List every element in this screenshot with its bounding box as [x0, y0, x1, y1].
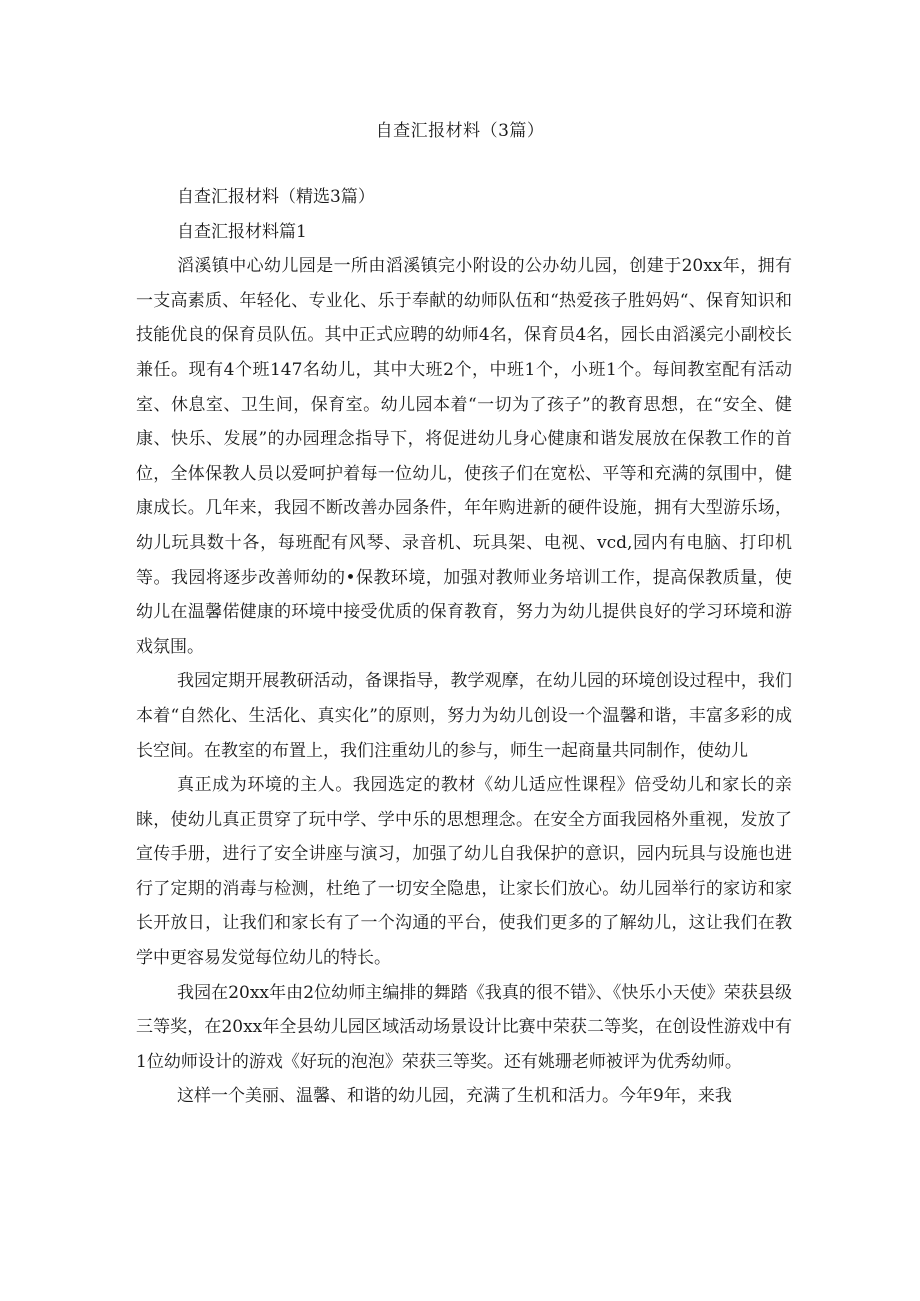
document-title: 自查汇报材料（3篇）: [375, 121, 545, 141]
section-heading: 自查汇报材料篇1: [177, 221, 307, 242]
body-paragraph-2: 我园定期开展教研活动，备课指导，教学观摩，在幼儿园的环境创设过程中，我们本着“自然化、生活化、真实化”的原则，努力为幼儿创设一个温馨和谐，丰富多彩的成长空间。在教室的布置上，我们注重幼儿的参与，师生一起商量共同制作，使幼儿: [136, 671, 792, 761]
document-subtitle: 自查汇报材料（精选3篇）: [177, 187, 375, 207]
body-paragraph-5: 这样一个美丽、温馨、和谐的幼儿园，充满了生机和活力。今年9年，来我: [177, 1086, 732, 1107]
body-paragraph-4: 我园在20xx年由2位幼师主编排的舞踏《我真的很不错》、《快乐小天使》荣获县级三等奖，在20xx年全县幼儿园区域活动场景设计比赛中荣获二等奖，在创设性游戏中有1位幼师设计的游戏《好玩的泡泡》荣获三等奖。还有姚珊老师被评为优秀幼师。: [136, 982, 792, 1072]
document-body: [136, 180, 792, 1114]
body-paragraph-1: 滔溪镇中心幼儿园是一所由滔溪镇完小附设的公办幼儿园，创建于20xx年，拥有一支高素质、年轻化、专业化、乐于奉献的幼师队伍和“热爱孩子胜妈妈“、保育知识和技能优良的保育员队伍。其中正式应聘的幼师4名，保育员4名，园长由滔溪完小副校长兼任。现有4个班147名幼儿，其中大班2个，中班1个，小班1个。每间教室配有活动室、休息室、卫生间，保育室。幼儿园本着“一切为了孩子”的教育思想，在“安全、健康、快乐、发展”的办园理念指导下，将促进幼儿身心健康和谐发展放在保教工作的首位，全体保教人员以爱呵护着每一位幼儿，使孩子们在宽松、平等和充满的氛围中，健康成长。几年来，我园不断改善办园条件，年年购进新的硬件设施，拥有大型游乐场，幼儿玩具数十各，每班配有风琴、录音机、玩具架、电视、vcd,园内有电脑、打印机等。我园将逐步改善师幼的•保教环境，加强对教师业务培训工作，提高保教质量，使幼儿在温馨偌健康的环境中接受优质的保育教育，努力为幼儿提供良好的学习环境和游戏氛围。: [136, 256, 792, 657]
body-paragraph-3: 真正成为环境的主人。我园选定的教材《幼儿适应性课程》倍受幼儿和家长的亲睐，使幼儿真正贯穿了玩中学、学中乐的思想理念。在安全方面我园格外重视，发放了宣传手册，进行了安全讲座与演习，加强了幼儿自我保护的意识，园内玩具与设施也进行了定期的消毒与检测，杜绝了一切安全隐患，让家长们放心。幼儿园举行的家访和家长开放日，让我们和家长有了一个沟通的平台，使我们更多的了解幼儿，这让我们在教学中更容易发觉每位幼儿的特长。: [136, 775, 792, 969]
